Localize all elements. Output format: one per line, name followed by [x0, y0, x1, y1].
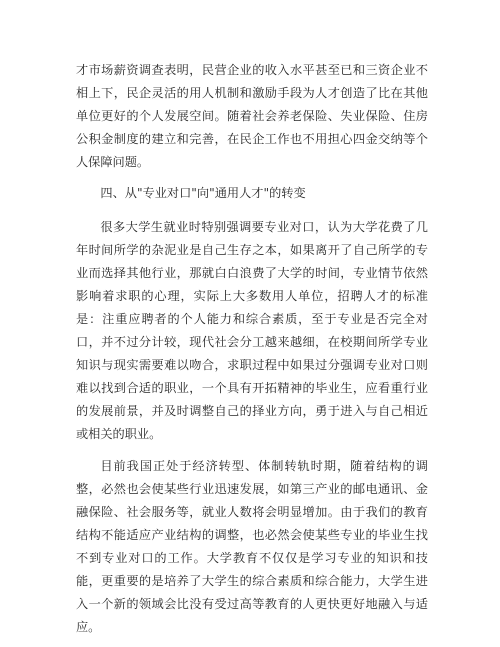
paragraph-salary-survey: 才市场薪资调查表明，民营企业的收入水平甚至已和三资企业不相上下，民企灵活的用人机制和激励手段为人才创造了比在其他单位更好的个人发展空间。随着社会养老保险、失业保险、住房公积金制度的建立和完善，在民企工作也不用担心四金交纳等个人保障问题。	[76, 63, 428, 170]
paragraph-major-matching: 很多大学生就业时特别强调要专业对口，认为大学花费了几年时间所学的杂泥业是自己生存之本，如果离开了自己所学的专业而选择其他行业，那就白白浪费了大学的时间，专业情节依然影响着求职的心理，实际上大多数用人单位，招聘人才的标准是：注重应聘者的个人能力和综合素质，至于专业是否完全对口，并不过分计较，现代社会分工越来越细，在校期间所学专业知识与现实需要难以吻合，求职过程中如果过分强调专业对口则难以找到合适的职业，一个具有开拓精神的毕业生，应看重行业的发展前景，并及时调整自己的择业方向，勇于进入与自己相近或相关的职业。	[76, 219, 428, 442]
paragraph-economic-transition: 目前我国正处于经济转型、体制转轨时期，随着结构的调整，必然也会使某些行业迅速发展，如第三产业的邮电通讯、金融保险、社会服务等，就业人数将会明显增加。由于我们的教育结构不能适应产业结构的调整，也必然会使某些专业的毕业生找不到专业对口的工作。大学教育不仅仅是学习专业的知识和技能，更重要的是培养了大学生的综合素质和综合能力，大学生进入一个新的领域会比没有受过高等教育的人更快更好地融入与适应。	[76, 458, 428, 635]
document-page	[76, 59, 428, 647]
section-heading-four: 四、从"专业对口"向"通用人才"的转变	[100, 186, 306, 201]
